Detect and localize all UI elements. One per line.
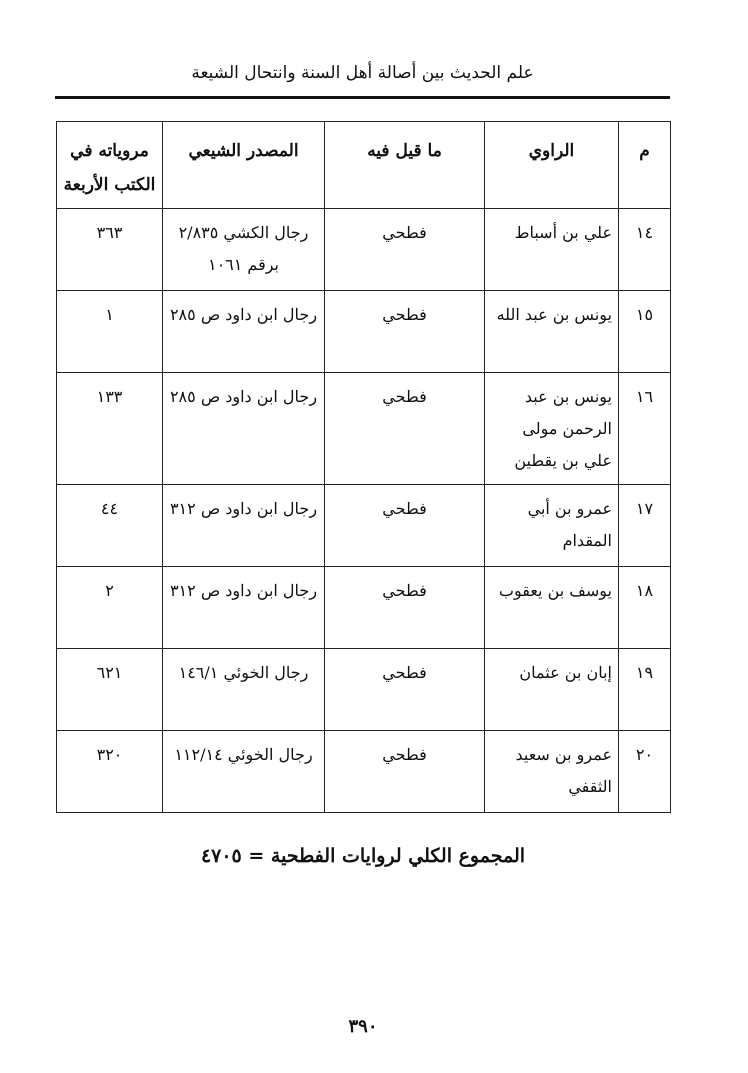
cell-num: ١٧ bbox=[619, 485, 671, 567]
cell-narrator: عمرو بن أبي المقدام bbox=[485, 485, 619, 567]
grand-total: المجموع الكلي لروايات الفطحية = ٤٧٠٥ bbox=[200, 845, 526, 867]
cell-num: ١٥ bbox=[619, 291, 671, 373]
cell-source: رجال ابن داود ص ٣١٢ bbox=[163, 485, 325, 567]
cell-said: فطحي bbox=[325, 731, 485, 813]
narrators-table bbox=[56, 121, 671, 813]
cell-source: رجال الخوئي ١١٢/١٤ bbox=[163, 731, 325, 813]
col-header-num: م bbox=[619, 122, 671, 209]
cell-said: فطحي bbox=[325, 649, 485, 731]
header-rule bbox=[55, 96, 670, 99]
col-header-narrator: الراوي bbox=[485, 122, 619, 209]
cell-count: ٢ bbox=[57, 567, 163, 649]
cell-num: ٢٠ bbox=[619, 731, 671, 813]
cell-num: ١٨ bbox=[619, 567, 671, 649]
cell-num: ١٤ bbox=[619, 209, 671, 291]
running-header: علم الحديث بين أصالة أهل السنة وانتحال الشيعة bbox=[191, 63, 534, 83]
col-header-said: ما قيل فيه bbox=[325, 122, 485, 209]
table-row bbox=[57, 649, 671, 731]
cell-source: رجال ابن داود ص ٢٨٥ bbox=[163, 291, 325, 373]
cell-source: رجال الكشي ٢/٨٣٥ برقم ١٠٦١ bbox=[163, 209, 325, 291]
cell-said: فطحي bbox=[325, 567, 485, 649]
cell-narrator: يونس بن عبد الرحمن مولى علي بن يقطين bbox=[485, 373, 619, 485]
cell-count: ٤٤ bbox=[57, 485, 163, 567]
cell-narrator: يونس بن عبد الله bbox=[485, 291, 619, 373]
cell-narrator: علي بن أسباط bbox=[485, 209, 619, 291]
cell-narrator: يوسف بن يعقوب bbox=[485, 567, 619, 649]
cell-said: فطحي bbox=[325, 373, 485, 485]
cell-said: فطحي bbox=[325, 209, 485, 291]
cell-count: ٦٢١ bbox=[57, 649, 163, 731]
table-row bbox=[57, 731, 671, 813]
cell-source: رجال ابن داود ص ٢٨٥ bbox=[163, 373, 325, 485]
cell-count: ١ bbox=[57, 291, 163, 373]
table-header-row bbox=[57, 122, 671, 209]
table-row bbox=[57, 209, 671, 291]
cell-narrator: إبان بن عثمان bbox=[485, 649, 619, 731]
cell-count: ٣٦٣ bbox=[57, 209, 163, 291]
table-row bbox=[57, 485, 671, 567]
cell-num: ١٦ bbox=[619, 373, 671, 485]
cell-source: رجال الخوئي ١٤٦/١ bbox=[163, 649, 325, 731]
col-header-count: مروياته في الكتب الأربعة bbox=[57, 122, 163, 209]
cell-count: ١٣٣ bbox=[57, 373, 163, 485]
cell-num: ١٩ bbox=[619, 649, 671, 731]
cell-source: رجال ابن داود ص ٣١٢ bbox=[163, 567, 325, 649]
table-row bbox=[57, 291, 671, 373]
table-row bbox=[57, 373, 671, 485]
col-header-source: المصدر الشيعي bbox=[163, 122, 325, 209]
cell-said: فطحي bbox=[325, 485, 485, 567]
cell-said: فطحي bbox=[325, 291, 485, 373]
cell-count: ٣٢٠ bbox=[57, 731, 163, 813]
page-number: ٣٩٠ bbox=[348, 1016, 378, 1037]
cell-narrator: عمرو بن سعيد الثقفي bbox=[485, 731, 619, 813]
table-row bbox=[57, 567, 671, 649]
